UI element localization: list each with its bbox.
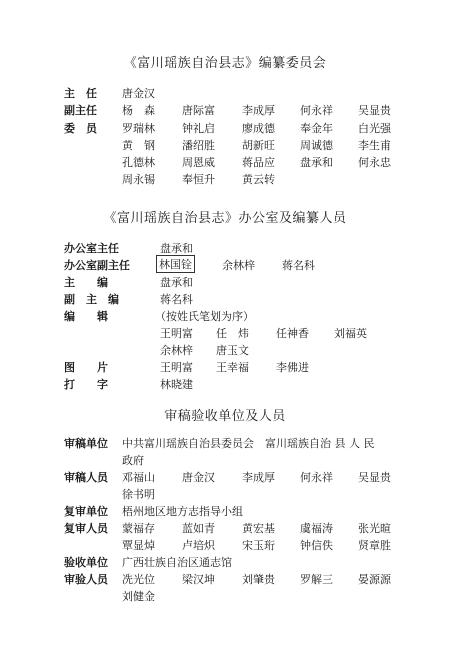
name-boxed: 林国铨 [156,255,195,273]
name: 奉恒升 [182,173,215,186]
name: 罗解三 [300,573,333,586]
name: 覃显焯 [122,539,155,552]
name: 徐书明 [122,488,155,501]
label-editor-in-chief: 主 编 [64,276,108,289]
name: 任 炜 [216,327,249,340]
name: 余林梓 [160,344,193,357]
name: 吴显贵 [358,471,391,484]
review-unit-text-cont: 政府 [122,454,144,467]
label-acceptance-staff: 审验人员 [64,573,108,586]
name: 周永锡 [122,173,155,186]
name: 卢培炽 [182,539,215,552]
name: 盘承和 [300,156,333,169]
name: 余林梓 [222,259,255,272]
name: 黄云转 [242,173,275,186]
name: 钟信佚 [300,539,333,552]
name: 孔德林 [122,156,155,169]
name-chair: 唐金汉 [122,87,155,100]
label-reviewers: 审稿人员 [64,471,108,484]
label-deputy-editor: 副 主 编 [64,293,119,306]
label-photos: 图 片 [64,361,108,374]
label-office-director: 办公室主任 [64,242,119,255]
note-stroke-order: （按姓氏笔划为序） [155,310,254,323]
label-second-review-unit: 复审单位 [64,505,108,518]
name: 蓝如青 [182,522,215,535]
acceptance-unit-text: 广西壮族自治区通志馆 [122,556,232,569]
label-second-reviewers: 复审人员 [64,522,108,535]
review-title: 审稿验收单位及人员 [164,409,286,424]
review-unit-text: 中共富川瑶族自治县委员会 富川瑶族自治 县 人 民 [122,437,375,450]
name: 盘承和 [160,276,193,289]
name: 李佛进 [276,361,309,374]
name: 何永祥 [300,104,333,117]
label-review-unit: 审稿单位 [64,437,108,450]
name: 晏源源 [358,573,391,586]
label-typing: 打 字 [64,378,108,391]
name: 蒙福存 [122,522,155,535]
name: 周诚德 [300,139,333,152]
label-members: 委 员 [64,122,97,135]
name: 何永祥 [300,471,333,484]
name: 奉金年 [300,122,333,135]
name: 宋玉珩 [242,539,275,552]
name: 刘健金 [122,590,155,603]
label-vice-chair: 副主任 [64,104,97,117]
label-editors: 编 辑 [64,310,108,323]
name: 白光强 [358,122,391,135]
name: 刘肇贵 [242,573,275,586]
name: 何永忠 [358,156,391,169]
name: 梁汉坤 [182,573,215,586]
name: 任神香 [276,327,309,340]
office-staff-title: 《富川瑶族自治县志》办公室及编纂人员 [103,211,347,226]
name: 黄 钢 [122,139,155,152]
label-office-deputy: 办公室副主任 [64,259,130,272]
name: 盘承和 [160,242,193,255]
name: 吴显贵 [358,104,391,117]
name: 张光暄 [358,522,391,535]
name: 李成厚 [242,104,275,117]
name: 林晓建 [160,378,193,391]
name: 刘福英 [334,327,367,340]
name: 胡新旺 [242,139,275,152]
name: 钟礼启 [182,122,215,135]
editorial-committee-title: 《富川瑶族自治县志》编纂委员会 [123,56,327,71]
name: 廖成德 [242,122,275,135]
name: 王幸福 [216,361,249,374]
name: 王明富 [160,327,193,340]
label-chair: 主 任 [64,87,97,100]
name: 唐金汉 [182,471,215,484]
name: 潘绍胜 [182,139,215,152]
second-review-unit-text: 梧州地区地方志指导小组 [122,505,243,518]
name: 王明富 [160,361,193,374]
name: 冼光位 [122,573,155,586]
label-acceptance-unit: 验收单位 [64,556,108,569]
name: 唐玉文 [216,344,249,357]
name: 唐际富 [182,104,215,117]
name: 李成厚 [242,471,275,484]
name: 蒋品应 [242,156,275,169]
name: 虞福涛 [300,522,333,535]
name: 邓福山 [122,471,155,484]
name: 杨 森 [122,104,155,117]
name: 蒋名科 [282,259,315,272]
name: 罗瑞林 [122,122,155,135]
name: 黄宏基 [242,522,275,535]
name: 周恩威 [182,156,215,169]
name: 贤章胜 [358,539,391,552]
name: 李生甫 [358,139,391,152]
name: 蒋名科 [160,293,193,306]
